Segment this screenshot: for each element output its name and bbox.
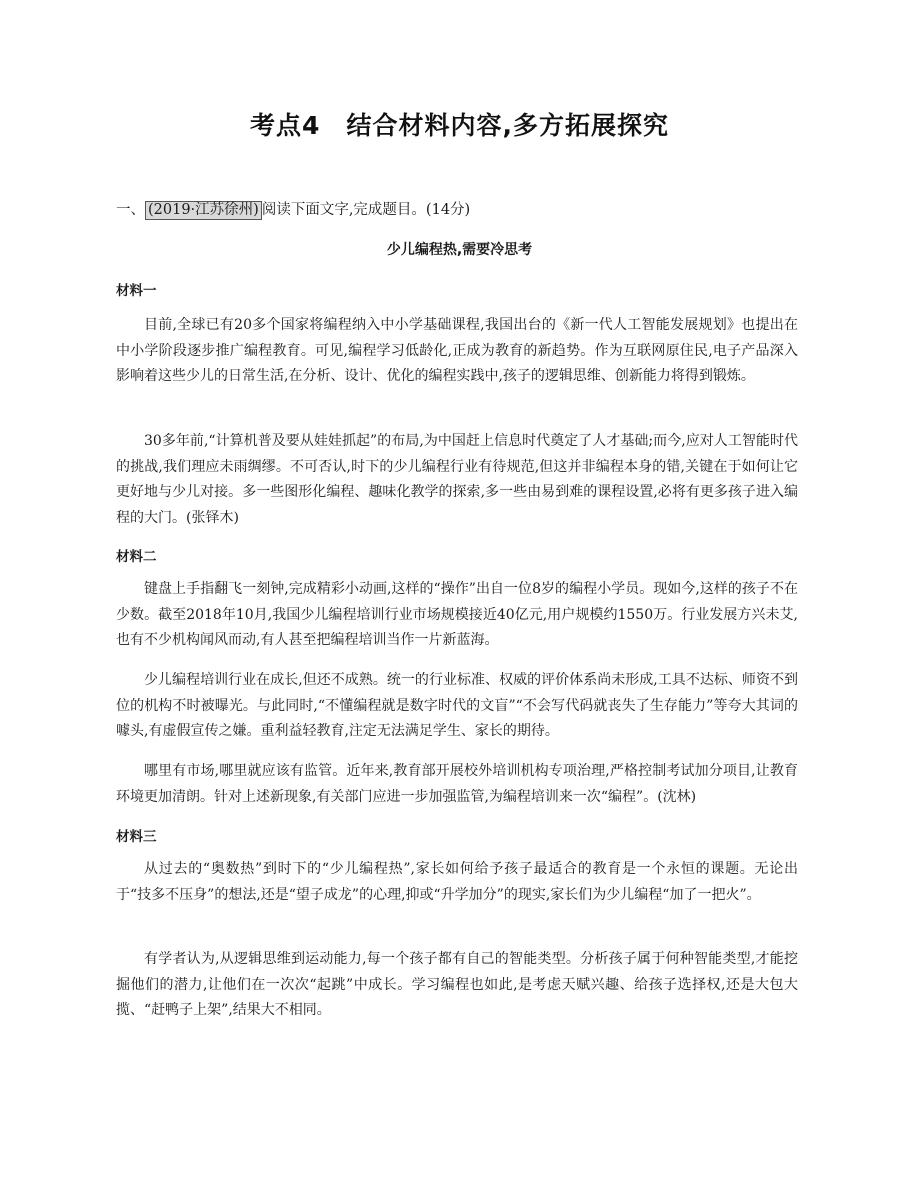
question-number: 一、	[116, 202, 145, 218]
paragraph: 有学者认为,从逻辑思维到运动能力,每一个孩子都有自己的智能类型。分析孩子属于何种智能类型,才能挖掘他们的潜力,让他们在一次次“起跳”中成长。学习编程也如此,是考虑天赋兴趣、给孩子选择权,还是大包大揽、“赶鸭子上架”,结果大不相同。	[116, 951, 798, 1018]
section-heading-3: 材料三	[116, 829, 157, 845]
paragraph: 少儿编程培训行业在成长,但还不成熟。统一的行业标准、权威的评价体系尚未形成,工具不达标、师资不到位的机构不时被曝光。与此同时,“不懂编程就是数字时代的文盲”“不会写代码就丧失了生存能力”等夸大其词的噱头,有虚假宣传之嫌。重利益轻教育,注定无法满足学生、家长的期待。	[116, 672, 798, 739]
article-title: 少儿编程热,需要冷思考	[386, 242, 533, 258]
paragraph: 30多年前,“计算机普及要从娃娃抓起”的布局,为中国赶上信息时代奠定了人才基础;而今,应对人工智能时代的挑战,我们理应未雨绸缪。不可否认,时下的少儿编程行业有待规范,但这并非编程本身的错,关键在于如何让它更好地与少儿对接。多一些图形化编程、趣味化教学的探索,多一些由易到难的课程设置,必将有更多孩子进入编程的大门。(张铎木)	[116, 433, 798, 526]
section-heading-2: 材料二	[116, 549, 157, 565]
source-tag: (2019·江苏徐州)	[145, 201, 262, 220]
paragraph: 目前,全球已有20多个国家将编程纳入中小学基础课程,我国出台的《新一代人工智能发展规划》也提出在中小学阶段逐步推广编程教育。可见,编程学习低龄化,正成为教育的新趋势。作为互联网原住民,电子产品深入影响着这些少儿的日常生活,在分析、设计、优化的编程实践中,孩子的逻辑思维、创新能力将得到锻炼。	[116, 317, 798, 384]
paragraph: 从过去的“奥数热”到时下的“少儿编程热”,家长如何给予孩子最适合的教育是一个永恒的课题。无论出于“技多不压身”的想法,还是“望子成龙”的心理,抑或“升学加分”的现实,家长们为少儿编程“加了一把火”。	[116, 861, 798, 903]
paragraph: 哪里有市场,哪里就应该有监管。近年来,教育部开展校外培训机构专项治理,严格控制考试加分项目,让教育环境更加清朗。针对上述新现象,有关部门应进一步加强监管,为编程培训来一次“编程”。(沈林)	[116, 763, 798, 805]
question-instruction: 阅读下面文字,完成题目。(14分)	[261, 202, 471, 218]
question-line	[116, 199, 806, 221]
page-title: 考点4 结合材料内容,多方拓展探究	[250, 111, 669, 140]
section-heading-1: 材料一	[116, 283, 157, 299]
paragraph: 键盘上手指翻飞一刻钟,完成精彩小动画,这样的“操作”出自一位8岁的编程小学员。现如今,这样的孩子不在少数。截至2018年10月,我国少儿编程培训行业市场规模接近40亿元,用户规模约1550万。行业发展方兴未艾,也有不少机构闻风而动,有人甚至把编程培训当作一片新蓝海。	[116, 581, 798, 648]
